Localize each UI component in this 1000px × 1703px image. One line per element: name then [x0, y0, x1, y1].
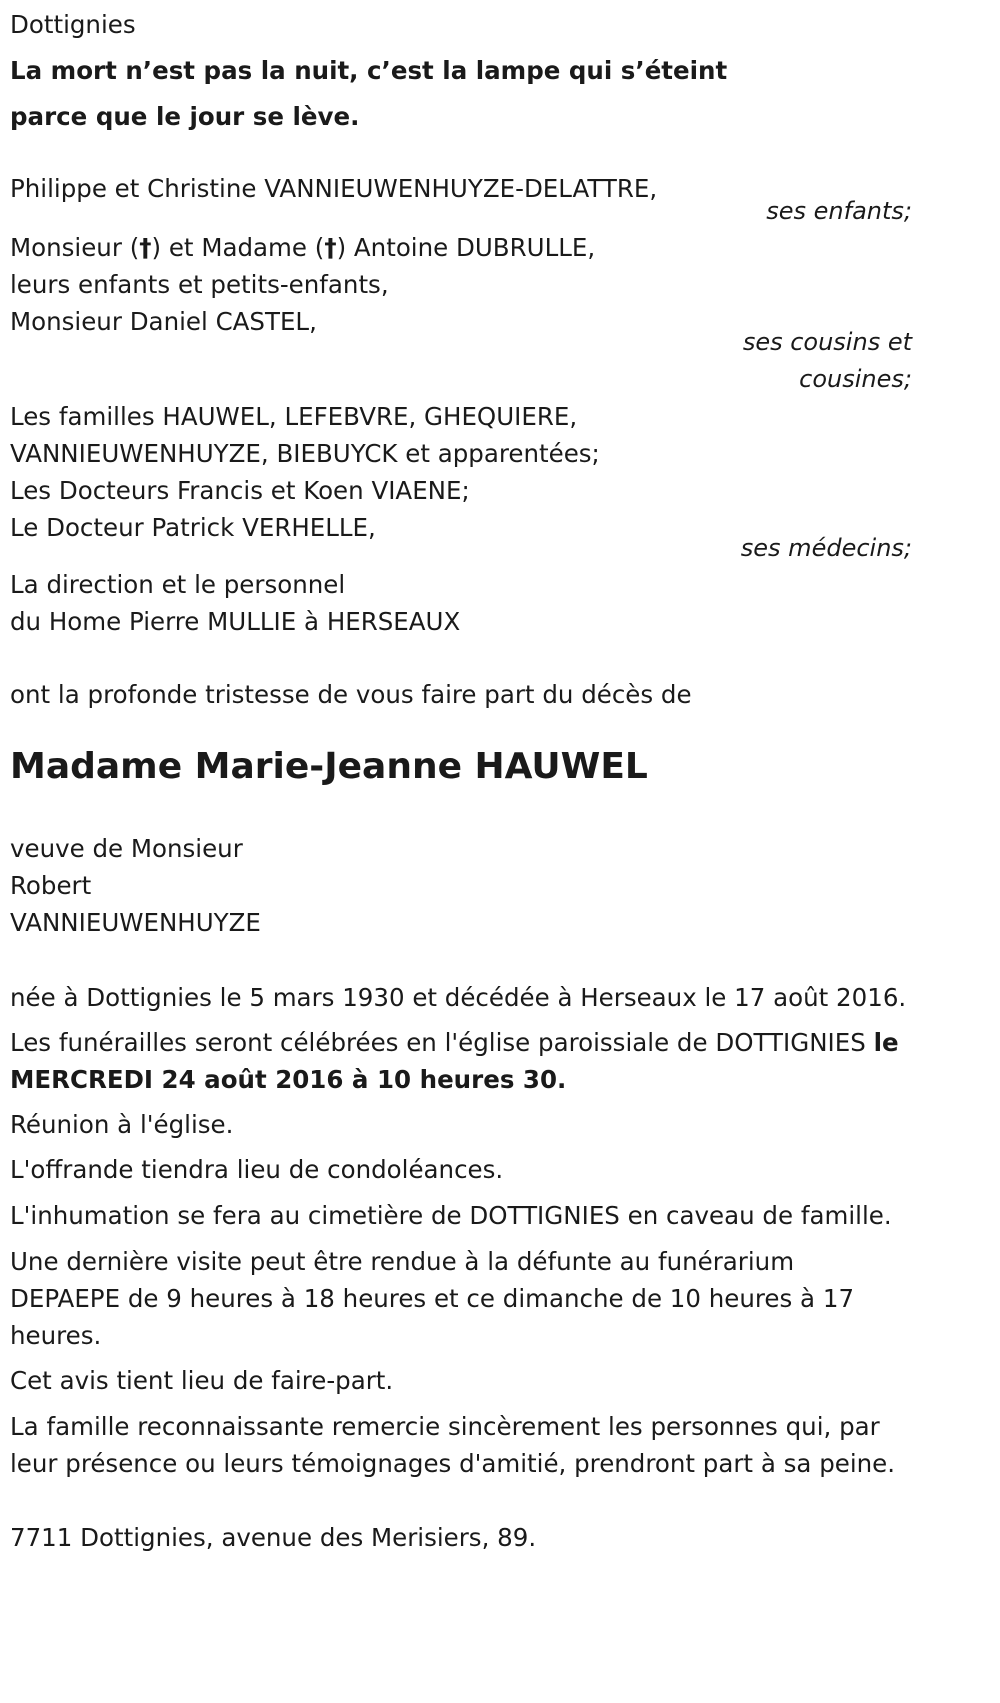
children-role: ses enfants;	[766, 197, 912, 225]
thanks-line-2: leur présence ou leurs témoignages d'amitié, prendront part à sa peine.	[10, 1449, 896, 1478]
cousins-line-1-a: Monsieur (	[10, 233, 140, 262]
notice-info: Cet avis tient lieu de faire-part.	[10, 1366, 394, 1395]
offering-info: L'offrande tiendra lieu de condoléances.	[10, 1155, 504, 1184]
cousins-line-2: leurs enfants et petits-enfants,	[10, 270, 389, 299]
cousins-line-1-c: ) Antoine DUBRULLE,	[336, 233, 596, 262]
cousins-line-1	[10, 229, 595, 266]
meeting-info: Réunion à l'église.	[10, 1110, 234, 1139]
families-line-1: Les familles HAUWEL, LEFEBVRE, GHEQUIERE,	[10, 402, 578, 431]
deceased-cross-icon: †	[324, 233, 337, 262]
deceased-name: Madame Marie-Jeanne HAUWEL	[10, 746, 648, 787]
visit-line-3: heures.	[10, 1321, 102, 1350]
funeral-date-a: le	[873, 1028, 899, 1057]
visit-line-1: Une dernière visite peut être rendue à la défunte au funérarium	[10, 1247, 795, 1276]
widow-line-2: Robert	[10, 871, 92, 900]
widow-line-1: veuve de Monsieur	[10, 834, 243, 863]
cousins-line-3: Monsieur Daniel CASTEL,	[10, 307, 317, 336]
birth-death-info: née à Dottignies le 5 mars 1930 et décédée à Herseaux le 17 août 2016.	[10, 983, 907, 1012]
families-line-4: Le Docteur Patrick VERHELLE,	[10, 513, 376, 542]
families-line-3: Les Docteurs Francis et Koen VIAENE;	[10, 476, 470, 505]
widow-line-3: VANNIEUWENHUYZE	[10, 908, 261, 937]
location-heading: Dottignies	[10, 10, 136, 39]
doctors-role: ses médecins;	[740, 534, 912, 562]
quote-line-1: La mort n’est pas la nuit, c’est la lampe qui s’éteint	[10, 56, 728, 85]
funeral-text: Les funérailles seront célébrées en l'église paroissiale de DOTTIGNIES	[10, 1028, 874, 1057]
cousins-role-line-1: ses cousins et	[742, 328, 912, 356]
thanks-line-1: La famille reconnaissante remercie sincèrement les personnes qui, par	[10, 1412, 880, 1441]
burial-info: L'inhumation se fera au cimetière de DOTTIGNIES en caveau de famille.	[10, 1201, 892, 1230]
quote-line-2: parce que le jour se lève.	[10, 102, 360, 131]
funeral-info	[10, 1024, 912, 1098]
address: 7711 Dottignies, avenue des Merisiers, 89.	[10, 1523, 537, 1552]
children-names: Philippe et Christine VANNIEUWENHUYZE-DELATTRE,	[10, 174, 658, 203]
cousins-role-line-2: cousines;	[799, 365, 912, 393]
families-line-2: VANNIEUWENHUYZE, BIEBUYCK et apparentées;	[10, 439, 600, 468]
funeral-date-b: MERCREDI 24 août 2016 à 10 heures 30.	[10, 1065, 567, 1094]
announcement: ont la profonde tristesse de vous faire part du décès de	[10, 680, 692, 709]
visit-line-2: DEPAEPE de 9 heures à 18 heures et ce dimanche de 10 heures à 17	[10, 1284, 855, 1313]
cousins-line-1-b: ) et Madame (	[151, 233, 325, 262]
deceased-cross-icon: †	[139, 233, 152, 262]
home-line-2: du Home Pierre MULLIE à HERSEAUX	[10, 607, 461, 636]
home-line-1: La direction et le personnel	[10, 570, 346, 599]
